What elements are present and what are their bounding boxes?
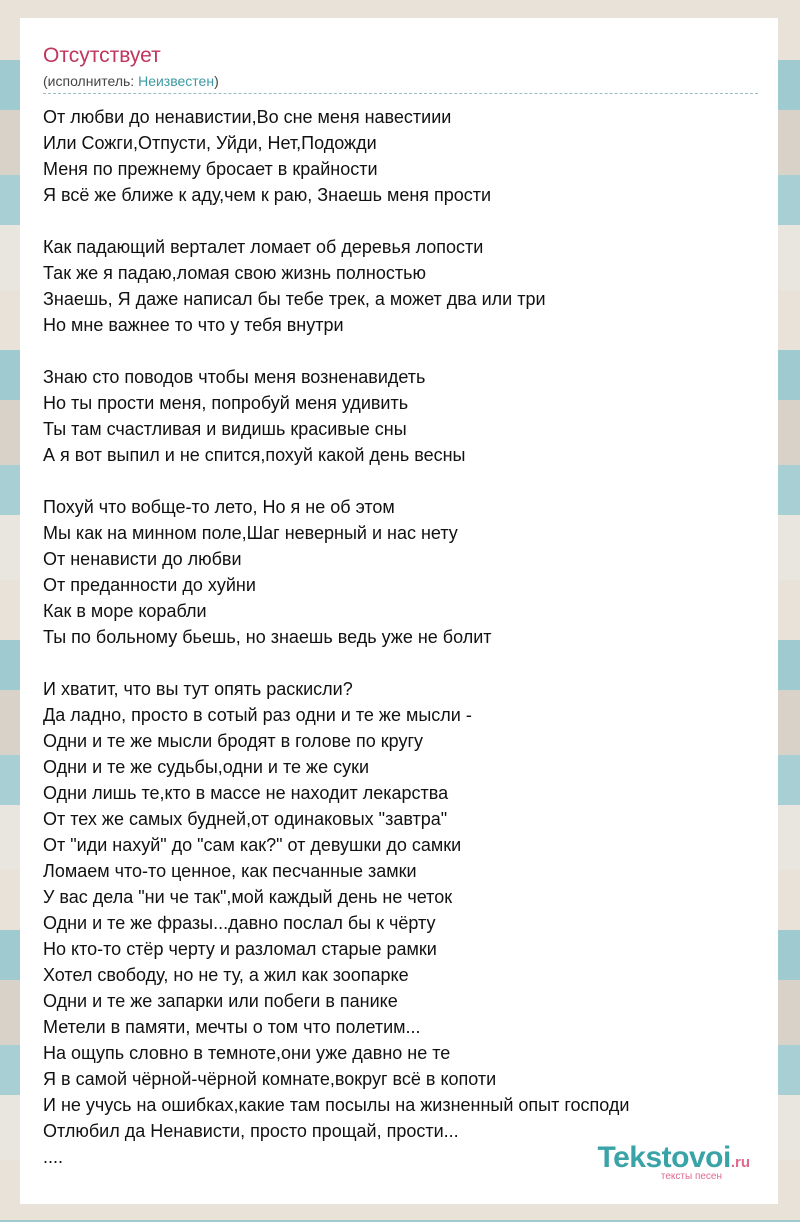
song-meta (43, 73, 219, 89)
logo-domain: .ru (730, 1154, 750, 1171)
site-logo[interactable] (598, 1141, 750, 1182)
song-title: Отсутствует (43, 44, 161, 67)
meta-prefix: (исполнитель: (43, 73, 139, 89)
lyrics-card (20, 18, 778, 1204)
dashed-divider (43, 93, 758, 94)
lyrics-text: От любви до ненавистии,Во сне меня навестиии Или Сожги,Отпусти, Уйди, Нет,Подожди Меня по прежнему бросает в крайности Я всё же ближе к аду,чем к раю, Знаешь меня прости Как падающий верталет ломает об деревья лопости Так же я падаю,ломая свою жизнь полностью Знаешь, Я даже написал бы тебе трек, а может два или три Но мне важнее то что у тебя внутри Знаю сто поводов чтобы меня возненавидеть Но ты прости меня, попробуй меня удивить Ты там счастливая и видишь красивые сны А я вот выпил и не спится,похуй какой день весны Похуй что вобще-то лето, Но я не об этом Мы как на минном поле,Шаг неверный и нас нету От ненависти до любви От преданности до хуйни Как в море корабли Ты по больному бьешь, но знаешь ведь уже не болит И хватит, что вы тут опять раскисли? Да ладно, просто в сотый раз одни и те же мысли - Одни и те же мысли бродят в голове по кругу Одни и те же судьбы,одни и те же суки Одни лишь те,кто в массе не находит лекарства От тех же самых будней,от одинаковых "завтра" От "иди нахуй" до "сам как?" от девушки до самки Ломаем что-то ценное, как песчанные замки У вас дела "ни че так",мой каждый день не четок Одни и те же фразы...давно послал бы к чёрту Но кто-то стёр черту и разломал старые рамки Хотел свободу, но не ту, а жил как зоопарке Одни и те же запарки или побеги в панике Метели в памяти, мечты о том что полетим... На ощупь словно в темноте,они уже давно не те Я в самой чёрной-чёрной комнате,вокруг всё в копоти И не учусь на ошибках,какие там посылы на жизненный опыт господи Отлюбил да Ненависти, просто прощай, прости... .... (43, 107, 630, 1167)
logo-name: Tekstovoi (597, 1141, 731, 1174)
artist-link[interactable]: Неизвестен (138, 73, 215, 89)
meta-suffix: ) (214, 73, 219, 89)
logo-tagline: тексты песен (660, 1171, 722, 1182)
